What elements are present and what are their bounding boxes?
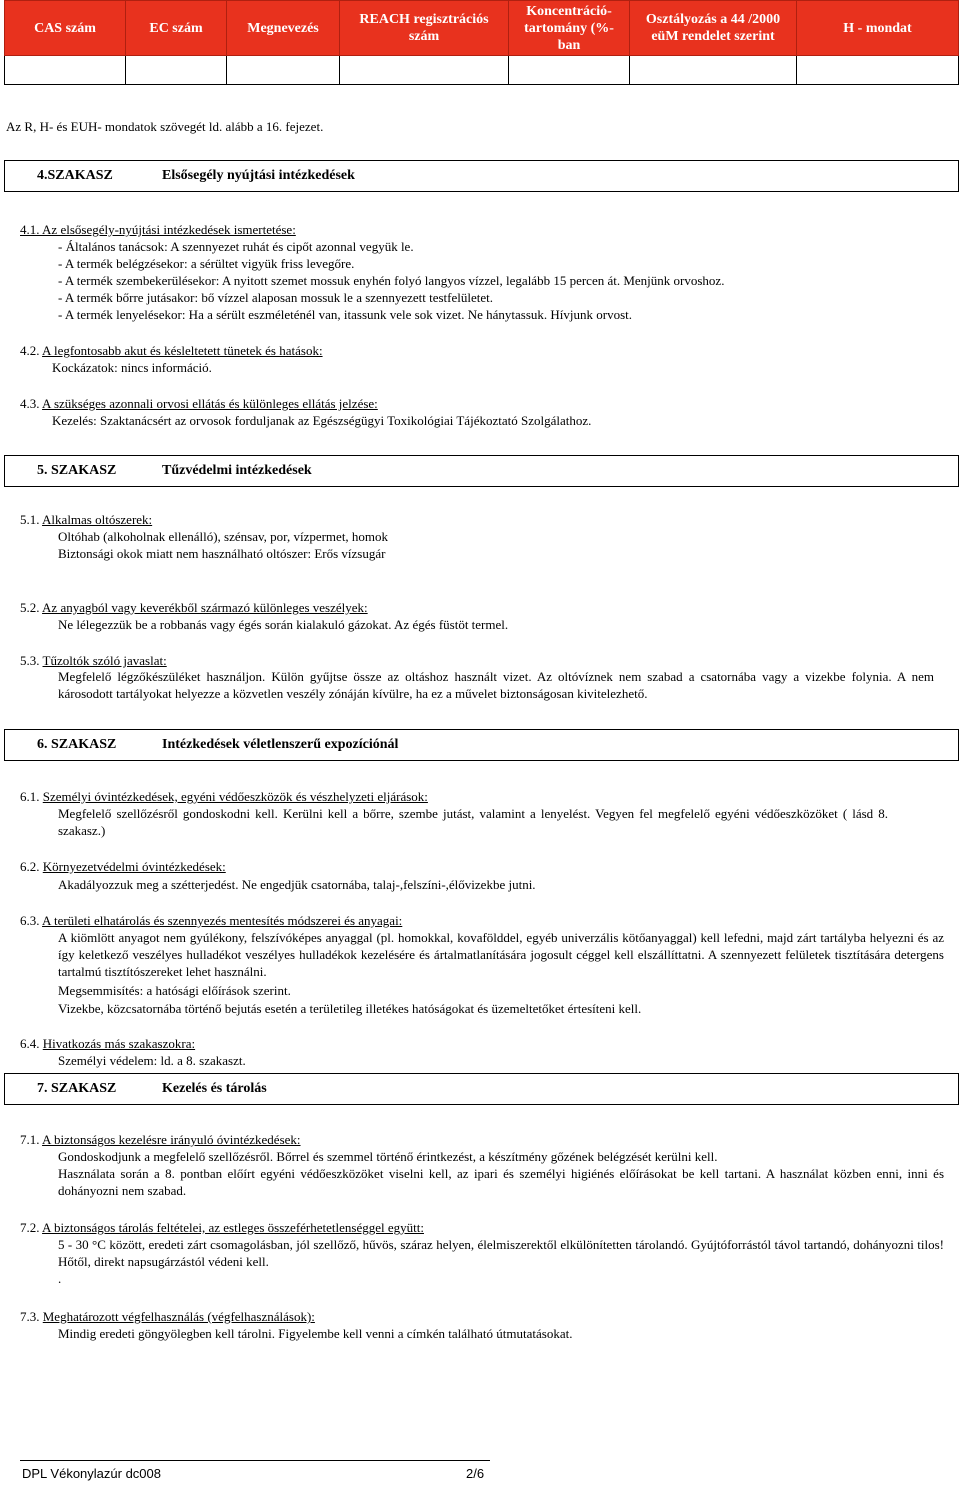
s6-4-heading [20, 1035, 195, 1052]
subsection-title: Az anyagból vagy keverékből származó különleges veszélyek: [42, 600, 368, 615]
subsection-title: A területi elhatárolás és szennyezés mentesítés módszerei és anyagai: [42, 913, 403, 928]
section-title: Tűzvédelmi intézkedések [162, 463, 312, 478]
page-number: 2/6 [466, 1466, 485, 1481]
s4-1-line: - A termék lenyelésekor: Ha a sérült eszméleténél van, itassunk vele sok vizet. Ne hánytassuk. Hívjunk orvost. [58, 307, 633, 322]
subsection-number: 4.2. [20, 343, 40, 358]
col-reach: REACH regisztrációs szám [340, 1, 509, 56]
section-number: 5. SZAKASZ [37, 463, 117, 478]
r-h-note: Az R, H- és EUH- mondatok szövegét ld. alább a 16. fejezet. [6, 119, 324, 134]
subsection-number: 6.2. [20, 859, 40, 874]
col-conc: Koncentráció-tartomány (%-ban [509, 1, 630, 56]
subsection-title: Környezetvédelmi óvintézkedések: [42, 859, 226, 874]
s6-3-line: Vizekbe, közcsatornába történő bejutás esetén a területileg illetékes hatóságokat és üzemeltetőket értesíteni kell. [58, 1001, 642, 1016]
subsection-number: 5.1. [20, 512, 40, 527]
col-class: Osztályozás a 44 /2000 eüM rendelet szerint [630, 1, 797, 56]
s7-3-text: Mindig eredeti göngyölegben kell tárolni. Figyelembe kell venni a címkén található útmutatásokat. [58, 1326, 573, 1341]
s5-3-text: Megfelelő légzőkészüléket használjon. Külön gyűjtse össze az oltáshoz használt vizet. Az oltóvíznek nem szabad a csatornába vagy a vizekbe folynia. A nem károsodott tartályokat helyezze a közvetlen veszély zónáján kívülre, ha ez a művelet biztonságosan kivitelezhető. [58, 669, 934, 701]
footer-doc-name: DPL Vékonylazúr dc008 [22, 1466, 161, 1481]
s7-1-heading [20, 1131, 301, 1148]
table-row [5, 56, 959, 85]
s5-3-heading [20, 652, 167, 669]
s7-2-dot: . [58, 1271, 62, 1286]
s7-2-heading [20, 1219, 424, 1236]
subsection-title: A legfontosabb akut és késleltetett tünetek és hatások: [42, 343, 323, 358]
subsection-title: Személyi óvintézkedések, egyéni védőeszközök és vészhelyzeti eljárások: [42, 789, 428, 804]
subsection-title: Tűzoltók szóló javaslat: [42, 653, 167, 668]
s4-1-line: - A termék bőrre jutásakor: bő vízzel alaposan mossuk le a szennyezett testfelületet. [58, 290, 493, 305]
footer-rule [20, 1460, 490, 1461]
subsection-number: 6.1. [20, 789, 40, 804]
col-name: Megnevezés [227, 1, 340, 56]
section-number: 4.SZAKASZ [37, 168, 113, 183]
s4-2-heading [20, 342, 323, 359]
section-title: Kezelés és tárolás [162, 1081, 267, 1096]
s6-2-heading [20, 858, 226, 875]
s4-1-line: - A termék szembekerülésekor: A nyitott szemet mossuk enyhén folyó langyos vízzel, legalább 15 percen át. Menjünk orvoshoz. [58, 273, 725, 288]
subsection-number: 5.2. [20, 600, 40, 615]
s5-2-heading [20, 599, 368, 616]
subsection-title: A biztonságos kezelésre irányuló óvintézkedések: [42, 1132, 301, 1147]
col-ec: EC szám [126, 1, 227, 56]
s4-1-heading: 4.1. Az elsősegély-nyújtási intézkedések ismertetése: [20, 222, 296, 237]
s6-3-text: A kiömlött anyagot nem gyúlékony, felszívóképes anyaggal (pl. homokkal, kovafölddel, egyéb univerzális kötőanyaggal) kell lefedni, majd zárt tartályba helyezni és az így keletkező veszélyes hulladékot veszélyes hulladékok kezelésére és ártalmatlanítására jogosult céggel kell elszállíttatni. A szennyezett felületek tisztítására detergens tartalmú tisztítószereket lehet használni. [58, 930, 944, 979]
s4-3-heading [20, 395, 378, 412]
subsection-number: 7.3. [20, 1309, 40, 1324]
s6-3-line: Megsemmisítés: a hatósági előírások szerint. [58, 983, 291, 998]
s4-1-line: - A termék belégzésekor: a sérültet vigyük friss levegőre. [58, 256, 355, 271]
s6-1-text: Megfelelő szellőzésről gondoskodni kell. Kerülni kell a bőrre, szembe jutást, valamint a lenyelést. Vegyen fel megfelelő egyéni védőeszközöket ( lásd 8. szakasz.) [58, 806, 888, 838]
s4-3-text: Kezelés: Szaktanácsért az orvosok forduljanak az Egészségügyi Toxikológiai Tájékoztató Szolgálathoz. [52, 413, 592, 428]
subsection-title: Meghatározott végfelhasználás (végfelhasználások): [42, 1309, 315, 1324]
col-cas: CAS szám [5, 1, 126, 56]
section-number: 6. SZAKASZ [37, 737, 117, 752]
s4-1-line: - Általános tanácsok: A szennyezet ruhát és cipőt azonnal vegyük le. [58, 239, 414, 254]
subsection-number: 6.3. [20, 913, 40, 928]
subsection-number: 6.4. [20, 1036, 40, 1051]
section-title: Elsősegély nyújtási intézkedések [162, 168, 355, 183]
section-title: Intézkedések véletlenszerű expozíciónál [162, 737, 399, 752]
section-6-header [4, 729, 959, 761]
s6-4-text: Személyi védelem: ld. a 8. szakaszt. [58, 1053, 246, 1068]
subsection-number: 7.2. [20, 1220, 40, 1235]
subsection-title: A biztonságos tárolás feltételei, az estleges összeférhetetlenséggel együtt: [42, 1220, 424, 1235]
subsection-number: 4.3. [20, 396, 40, 411]
s4-2-text: Kockázatok: nincs információ. [52, 360, 212, 375]
table-header-row [5, 1, 959, 56]
composition-table [4, 0, 959, 85]
s6-3-heading [20, 912, 402, 929]
s7-3-heading [20, 1308, 315, 1325]
s6-2-text: Akadályozzuk meg a szétterjedést. Ne engedjük csatornába, talaj-,felszíni-,élővizekbe jutni. [58, 877, 536, 892]
subsection-number: 5.3. [20, 653, 40, 668]
section-5-header [4, 455, 959, 487]
s6-1-heading [20, 788, 428, 805]
subsection-number: 7.1. [20, 1132, 40, 1147]
section-number: 7. SZAKASZ [37, 1081, 117, 1096]
subsection-title: Hivatkozás más szakaszokra: [42, 1036, 196, 1051]
section-7-header [4, 1073, 959, 1105]
s7-2-text: 5 - 30 °C között, eredeti zárt csomagolásban, jól szellőző, hűvös, száraz helyen, élelmiszerektől elkülönítetten tárolandó. Gyújtóforrástól távol tartandó, dohányozni tilos! Hőtől, direkt napsugárzástól védeni kell. [58, 1237, 944, 1269]
subsection-title: A szükséges azonnali orvosi ellátás és különleges ellátás jelzése: [42, 396, 378, 411]
subsection-title: Alkalmas oltószerek: [42, 512, 153, 527]
s5-2-text: Ne lélegezzük be a robbanás vagy égés során kialakuló gázokat. Az égés füstöt termel. [58, 617, 509, 632]
s5-1-heading [20, 511, 152, 528]
s7-1-text: Használata során a 8. pontban előírt egyéni védőeszközöket viselni kell, az ipari és személyi higiénés előírásokat be kell tartani. A használat közben enni, inni és dohányozni nem szabad. [58, 1166, 944, 1198]
s5-1-line: Oltóhab (alkoholnak ellenálló), szénsav, por, vízpermet, homok [58, 529, 389, 544]
col-h: H - mondat [797, 1, 959, 56]
section-4-header [4, 160, 959, 192]
s5-1-line: Biztonsági okok miatt nem használható oltószer: Erős vízsugár [58, 546, 386, 561]
s7-1-line: Gondoskodjunk a megfelelő szellőzésről. Bőrrel és szemmel történő érintkezést, a készítmény gőzének belégzését kerülni kell. [58, 1149, 718, 1164]
